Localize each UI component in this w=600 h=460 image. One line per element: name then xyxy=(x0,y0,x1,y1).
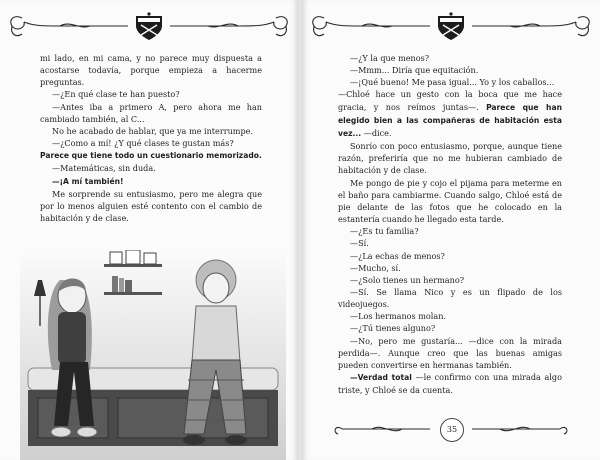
paragraph: —¿En qué clase te han puesto? xyxy=(52,89,180,100)
paragraph: —Matemáticas, sin duda. xyxy=(52,163,156,174)
girls-on-bed-illustration xyxy=(20,250,286,460)
paragraph: —Mucho, sí. xyxy=(350,262,401,273)
paragraph: Me sorprende su entusiasmo, pero me alegra que por lo menos alguien esté contento con el cambio de habitación y de clase. xyxy=(40,188,262,224)
paragraph: —¿Es tu familia? xyxy=(350,226,419,237)
paragraph: —Mmm... Diría que equitación. xyxy=(350,65,479,76)
paragraph: Sonrío con poco entusiasmo, porque, aunque tiene razón, preferiría que no me hubieran cambiado de habitación y de clase. xyxy=(338,141,562,176)
paragraph: —Sí. xyxy=(350,238,369,249)
paragraph: —¿Y la que menos? xyxy=(350,53,430,63)
text-run: —dice. xyxy=(361,127,392,138)
flourish-crest-icon xyxy=(0,6,298,44)
text-run: —le confirmo con una mirada algo triste, y Chloé se da cuenta. xyxy=(338,372,562,396)
left-page xyxy=(0,0,298,460)
paragraph: mi lado, en mi cama, y no parece muy dispuesta a acostarse todavía, porque empieza a hacerme preguntas. xyxy=(40,53,262,88)
paragraph: Me pongo de pie y cojo el pijama para meterme en el baño para cambiarme. Cuando salgo, Chloé está de pie delante de las fotos que he colocado en la estantería cuando he llegado esta tarde. xyxy=(338,177,562,225)
paragraph: —¿Solo tienes un hermano? xyxy=(350,274,465,285)
paragraph xyxy=(40,175,262,188)
text-run: —Chloé hace un gesto con la boca que me hace gracia, y nos reímos juntas—. xyxy=(338,89,562,112)
left-page-text xyxy=(40,52,262,224)
right-page-text xyxy=(338,52,562,396)
paragraph xyxy=(338,88,562,140)
bold-text: —Verdad total xyxy=(350,373,412,383)
paragraph: —¿Tú tienes alguno? xyxy=(350,323,436,334)
paragraph: —Sí. Se llama Nico y es un flipado de los videojuegos. xyxy=(338,286,562,310)
page-number: 35 xyxy=(440,418,464,442)
right-header-ornament xyxy=(302,6,600,44)
paragraph xyxy=(40,149,262,162)
paragraph: —¡Qué bueno! Me pasa igual... Yo y los caballos... xyxy=(350,77,555,88)
bold-text: —¡A mí también! xyxy=(52,176,124,186)
bold-text: Parece que tiene todo un cuestionario memorizado. xyxy=(40,151,262,161)
paragraph xyxy=(338,371,562,396)
paragraph: —¿Como a mí! ¿Y qué clases te gustan más? xyxy=(52,138,234,149)
right-footer-ornament xyxy=(302,412,600,446)
left-header-ornament xyxy=(0,6,298,44)
paragraph: —¿La echas de menos? xyxy=(350,250,445,261)
flourish-crest-icon xyxy=(302,6,600,44)
bold-text: Parece que han elegido bien a las compañeras de habitación esta vez... xyxy=(338,102,562,138)
paragraph: —Antes iba a primero A, pero ahora me han cambiado también, al C... xyxy=(40,101,262,124)
paragraph: —No, pero me gustaría... —dice con la mirada perdida—. Aunque creo que las buenas amigas pueden convertirse en hermanas también. xyxy=(338,335,562,370)
paragraph: No he acabado de hablar, que ya me interrumpe. xyxy=(52,125,253,136)
right-page xyxy=(302,0,600,460)
paragraph: —Los hermanos molan. xyxy=(350,311,446,322)
